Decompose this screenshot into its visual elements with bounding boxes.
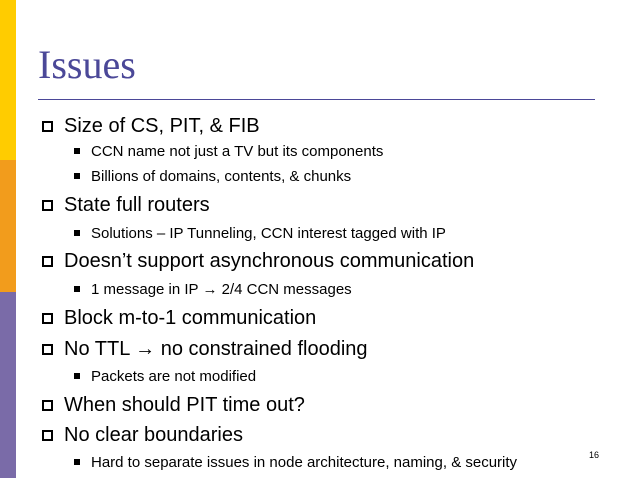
hollow-square-bullet-icon <box>42 256 53 267</box>
bullet-item <box>42 113 260 139</box>
filled-square-bullet-icon <box>74 173 80 179</box>
bullet-item <box>42 192 210 218</box>
bullet-text: Block m-to-1 communication <box>64 306 317 329</box>
sub-bullet-text: CCN name not just a TV but its components <box>91 142 384 160</box>
hollow-square-bullet-icon <box>42 430 53 441</box>
bullet-item <box>42 248 474 274</box>
bullet-item <box>42 422 243 448</box>
bullet-text: No TTL → no constrained flooding <box>64 337 368 360</box>
bullet-text: When should PIT time out? <box>64 393 305 416</box>
sub-bullet-item <box>74 223 446 243</box>
sub-bullet-text: Packets are not modified <box>91 367 257 385</box>
hollow-square-bullet-icon <box>42 344 53 355</box>
slide-number: 16 <box>589 450 600 460</box>
bullet-item <box>42 392 305 418</box>
filled-square-bullet-icon <box>74 148 80 154</box>
sub-bullet-item <box>74 279 352 299</box>
sub-bullet-text: Solutions – IP Tunneling, CCN interest tagged with IP <box>91 224 446 242</box>
sub-bullet-text: Hard to separate issues in node architecture, naming, & security <box>91 453 518 471</box>
hollow-square-bullet-icon <box>42 200 53 211</box>
slide-title: Issues <box>38 42 136 87</box>
filled-square-bullet-icon <box>74 286 80 292</box>
sub-bullet-text: 1 message in IP → 2/4 CCN messages <box>91 280 352 298</box>
filled-square-bullet-icon <box>74 230 80 236</box>
filled-square-bullet-icon <box>74 459 80 465</box>
bullet-text: Doesn’t support asynchronous communication <box>64 249 475 272</box>
sub-bullet-item <box>74 452 517 472</box>
sub-bullet-item <box>74 141 383 161</box>
hollow-square-bullet-icon <box>42 400 53 411</box>
bullet-item <box>42 336 368 362</box>
bullet-text: No clear boundaries <box>64 423 243 446</box>
sub-bullet-item <box>74 166 351 186</box>
bullet-item <box>42 305 316 331</box>
bullet-text: State full routers <box>64 193 210 216</box>
sub-bullet-text: Billions of domains, contents, & chunks <box>91 167 352 185</box>
hollow-square-bullet-icon <box>42 121 53 132</box>
filled-square-bullet-icon <box>74 373 80 379</box>
sub-bullet-item <box>74 366 256 386</box>
hollow-square-bullet-icon <box>42 313 53 324</box>
bullet-text: Size of CS, PIT, & FIB <box>64 114 260 137</box>
